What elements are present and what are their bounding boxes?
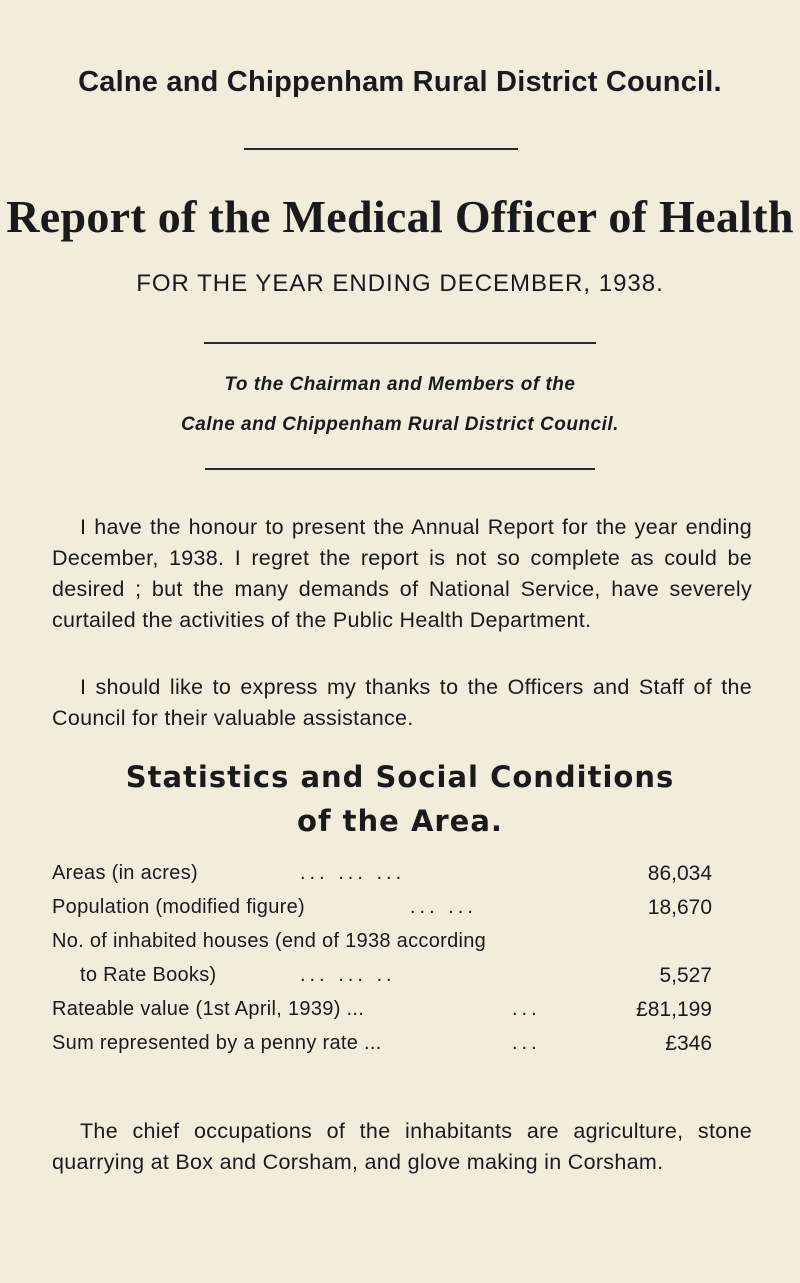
- stat-label: Sum represented by a penny rate ...: [52, 1032, 382, 1054]
- stat-label: Population (modified figure): [52, 896, 305, 918]
- stat-row-houses: [52, 926, 712, 994]
- stat-value: 18,670: [647, 896, 712, 919]
- stat-label: Rateable value (1st April, 1939) ...: [52, 998, 365, 1020]
- intro-paragraph: I have the honour to present the Annual Report for the year ending December, 1938. I regret the report is not so complete as could be desired ; but the many demands of National Service, have severely curtailed the activities of the Public Health Department.: [52, 515, 752, 632]
- report-subtitle: FOR THE YEAR ENDING DECEMBER, 1938.: [136, 270, 664, 297]
- address-line-1: To the Chairman and Members of the: [224, 374, 576, 395]
- stat-row-area: [52, 858, 712, 892]
- stat-label-continued: to Rate Books): [80, 964, 217, 986]
- section-heading-line-2: of the Area.: [297, 804, 503, 838]
- divider-rule-1: [244, 148, 518, 150]
- thanks-paragraph: I should like to express my thanks to the Officers and Staff of the Council for their valuable assistance.: [52, 675, 752, 730]
- stat-value: £346: [665, 1032, 712, 1055]
- occupations-paragraph: The chief occupations of the inhabitants are agriculture, stone quarrying at Box and Corsham, and glove making in Corsham.: [52, 1119, 752, 1174]
- stat-label: No. of inhabited houses (end of 1938 according: [52, 930, 487, 952]
- stat-row-population: [52, 892, 712, 926]
- divider-rule-3: [205, 468, 595, 470]
- stat-value: 86,034: [647, 862, 712, 885]
- address-line-2: Calne and Chippenham Rural District Council.: [181, 414, 619, 435]
- leader-dots: ...: [512, 998, 541, 1020]
- stat-value: £81,199: [636, 998, 712, 1021]
- leader-dots: ... ... ...: [300, 862, 406, 884]
- council-title: Calne and Chippenham Rural District Council.: [78, 66, 722, 98]
- stat-row-penny-rate: [52, 1028, 712, 1062]
- leader-dots: ...: [512, 1032, 541, 1054]
- leader-dots: ... ... ..: [300, 964, 396, 986]
- stat-value: 5,527: [659, 964, 712, 987]
- divider-rule-2: [204, 342, 596, 344]
- stat-label: Areas (in acres): [52, 862, 198, 884]
- leader-dots: ... ...: [410, 896, 477, 918]
- section-heading-line-1: Statistics and Social Conditions: [125, 760, 675, 794]
- stat-row-rateable-value: [52, 994, 712, 1028]
- statistics-table: [52, 858, 712, 1062]
- report-title: Report of the Medical Officer of Health: [6, 191, 794, 242]
